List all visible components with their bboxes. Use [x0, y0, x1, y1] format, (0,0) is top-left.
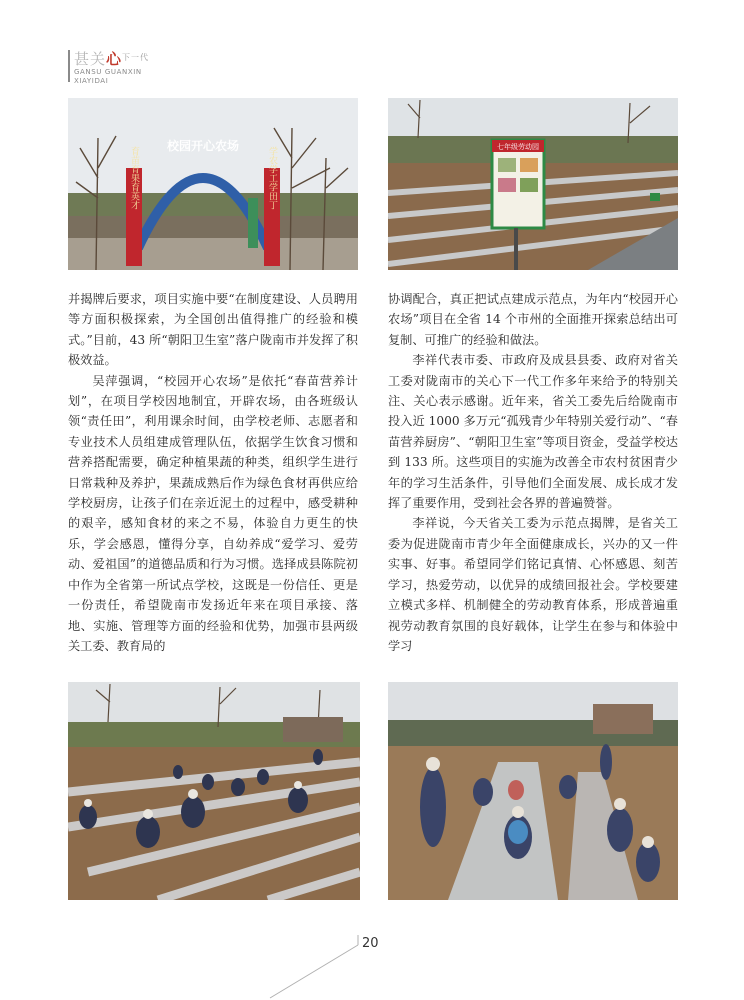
- photo-farm-gate: [68, 98, 358, 270]
- sign-title: 七年级劳动园: [497, 143, 539, 151]
- photo-field-sign: [388, 98, 678, 270]
- footer-divider-line: [268, 935, 372, 1000]
- masthead-subtitle-2: XIAYIDAI: [74, 77, 109, 85]
- article-column-left: [68, 289, 358, 656]
- masthead-divider: [68, 50, 70, 82]
- paragraph: 李祥代表市委、市政府及成县县委、政府对省关工委对陇南市的关心下一代工作多年来给予的特别关注、关心表示感谢。近年来，省关工委先后给陇南市投入近 1000 多万元“孤残青少年特别关爱行动”、“春苗营养厨房”、“朝阳卫生室”等项目资金，受益学校达到 133 所。这些项目的实施为改善全市农村贫困青少年的学习生活条件，引导他们全面发展、成长成才发挥了重要作用，受到社会各界的普遍赞誉。: [388, 353, 678, 511]
- masthead-subtitle: GANSU GUANXIN: [74, 68, 142, 76]
- paragraph: 协调配合，真正把试点建成示范点，为年内“校园开心农场”项目在全省 14 个市州的全面推开探索总结出可复制、可推广的经验和做法。: [388, 292, 678, 347]
- article-column-right: [388, 289, 678, 656]
- right-banner-text: 学农学工学田丁: [267, 146, 277, 210]
- photo-students-planting: [68, 682, 360, 900]
- left-banner-text: 育苗育果育英才: [129, 146, 139, 210]
- paragraph: 并揭牌后要求，项目实施中要“在制度建设、人员聘用等方面积极探索，为全国创出值得推广的经验和模式。”目前，43 所“朝阳卫生室”落户陇南市并发挥了积极效益。: [68, 292, 358, 368]
- photo-students-closeup: [388, 682, 678, 900]
- page-number: 20: [362, 936, 379, 951]
- paragraph: 李祥说，今天省关工委为示范点揭牌，是省关工委为促进陇南市青少年全面健康成长，兴办的又一件实事、好事。希望同学们铭记真情、心怀感恩、刻苦学习，热爱劳动，以优异的成绩回报社会。学校要建立模式多样、机制健全的劳动教育体系，形成普遍重视劳动教育氛围的良好载体，让学生在参与和体验中学习: [388, 516, 678, 653]
- arch-sign-text: 校园开心农场: [166, 139, 240, 153]
- masthead: [68, 48, 178, 88]
- magazine-logo: 甚关心$^{下一代}$: [74, 50, 150, 68]
- paragraph: 吴萍强调，“校园开心农场”是依托“春苗营养计划”，在项目学校因地制宜，开辟农场，由各班级认领“责任田”，利用课余时间，由学校老师、志愿者和专业技术人员组建成管理队伍，依据学生饮食习惯和营养搭配需要，确定种植果蔬的种类，组织学生进行日常栽种及养护，果蔬成熟后作为绿色食材再供应给学校厨房，让孩子们在亲近泥土的过程中，感受耕种的艰辛，感知食材的来之不易，体验自力更生的快乐，学会感恩，懂得分享，自幼养成“爱学习、爱劳动、爱祖国”的道德品质和行为习惯。选择成县陈院初中作为全省第一所试点学校，这既是一份信任、更是一份责任，希望陇南市发扬近年来在项目承接、落地、实施、管理等方面的经验和优势，加强市县两级关工委、教育局的: [68, 373, 358, 653]
